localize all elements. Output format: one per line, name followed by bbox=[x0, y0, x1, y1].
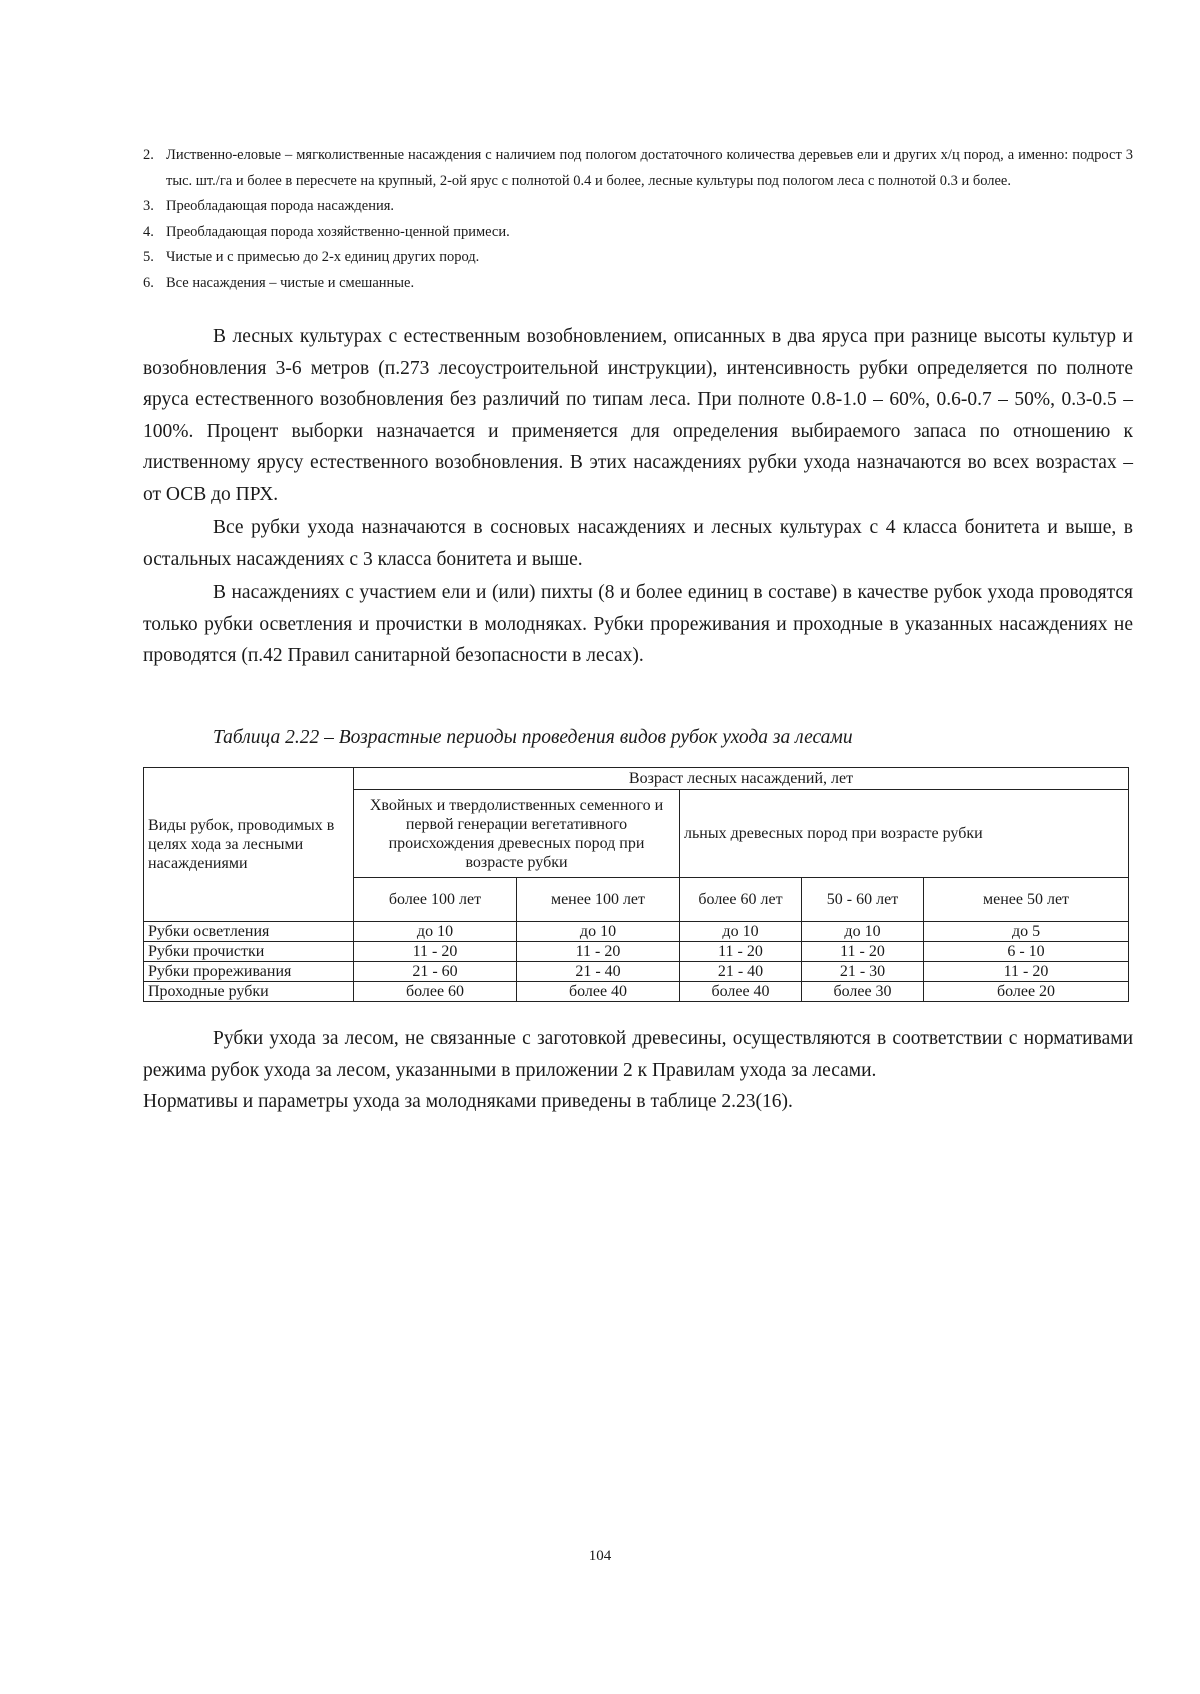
table-cell: до 10 bbox=[802, 922, 924, 942]
footnote-item bbox=[143, 143, 1133, 194]
table-cell: 21 - 40 bbox=[517, 962, 680, 982]
paragraph: В насаждениях с участием ели и (или) пихты (8 и более единиц в составе) в качестве рубок ухода проводятся только рубки осветления и прочистки в молодняках. Рубки прореживания и проходные в указанных насаждениях не проводятся (п.42 Правил санитарной безопасности в лесах). bbox=[143, 582, 1133, 666]
footnote-number: 5. bbox=[143, 249, 154, 265]
age-periods-table bbox=[143, 767, 1129, 1002]
footnote-number: 6. bbox=[143, 274, 154, 291]
table-cell: 11 - 20 bbox=[680, 942, 802, 962]
closing-text bbox=[143, 1023, 1133, 1118]
footnote-item bbox=[143, 245, 1133, 271]
table-row bbox=[144, 922, 1129, 942]
table-row bbox=[144, 982, 1129, 1002]
footnote-text: Преобладающая порода насаждения. bbox=[166, 198, 395, 214]
table-cell: 6 - 10 bbox=[924, 942, 1129, 962]
footnote-number: 4. bbox=[143, 223, 154, 240]
table-caption: Таблица 2.22 – Возрастные периоды проведения видов рубок ухода за лесами bbox=[213, 727, 853, 748]
paragraph: Рубки ухода за лесом, не связанные с заготовкой древесины, осуществляются в соответствии с нормативами режима рубок ухода за лесом, указанными в приложении 2 к Правилам ухода за лесами. bbox=[143, 1028, 1133, 1081]
table-cell: до 10 bbox=[354, 922, 517, 942]
paragraph: Нормативы и параметры ухода за молодняками приведены в таблице 2.23(16). bbox=[143, 1091, 793, 1112]
footnote-item bbox=[143, 194, 1133, 220]
table-cell: до 10 bbox=[680, 922, 802, 942]
softwood-group-header: льных древесных пород при возрасте рубки bbox=[680, 790, 1129, 878]
footnote-number: 2. bbox=[143, 147, 154, 163]
table-cell: до 10 bbox=[517, 922, 680, 942]
age-column-header: более 60 лет bbox=[680, 878, 802, 922]
row-header: Виды рубок, проводимых в целях хода за лесными насаждениями bbox=[148, 817, 335, 872]
age-column-header: 50 - 60 лет bbox=[802, 878, 924, 922]
table-cell: более 40 bbox=[517, 982, 680, 1002]
row-name: Рубки прочистки bbox=[144, 942, 354, 962]
row-name: Рубки осветления bbox=[144, 922, 354, 942]
footnotes bbox=[143, 143, 1133, 296]
footnote-text: Преобладающая порода хозяйственно-ценной примеси. bbox=[166, 223, 510, 240]
footnote-text: Все насаждения – чистые и смешанные. bbox=[166, 274, 415, 291]
body-text bbox=[143, 321, 1133, 672]
age-column-header: менее 50 лет bbox=[924, 878, 1129, 922]
top-header: Возраст лесных насаждений, лет bbox=[354, 768, 1129, 790]
age-column-header: менее 100 лет bbox=[517, 878, 680, 922]
footnote-item bbox=[143, 271, 1133, 297]
paragraph: В лесных культурах с естественным возобновлением, описанных в два яруса при разнице высоты культур и возобновления 3-6 метров (п.273 лесоустроительной инструкции), интенсивность рубки определяется по полноте яруса естественного возобновления без различий по типам леса. При полноте 0.8-1.0 – 60%, 0.6-0.7 – 50%, 0.3-0.5 – 100%. Процент выборки назначается и применяется для определения выбираемого запаса по отношению к лиственному ярусу естественного возобновления. В этих насаждениях рубки ухода назначаются во всех возрастах – от ОСВ до ПРХ. bbox=[143, 326, 1133, 505]
table-cell: 11 - 20 bbox=[924, 962, 1129, 982]
table-cell: 11 - 20 bbox=[802, 942, 924, 962]
footnote-number: 3. bbox=[143, 198, 154, 214]
row-name: Рубки прореживания bbox=[144, 962, 354, 982]
table-cell: более 40 bbox=[680, 982, 802, 1002]
table-cell: 21 - 40 bbox=[680, 962, 802, 982]
footnote-text: Лиственно-еловые – мягколиственные насаждения с наличием под пологом достаточного количества деревьев ели и других х/ц пород, а именно: подрост 3 тыс. шт./га и более в пересчете на крупный, 2-ой ярус с полнотой 0.4 и более, лесные культуры под пологом леса с полнотой 0.3 и более. bbox=[166, 147, 1133, 189]
table-row bbox=[144, 942, 1129, 962]
table-cell: 21 - 30 bbox=[802, 962, 924, 982]
paragraph: Все рубки ухода назначаются в сосновых насаждениях и лесных культурах с 4 класса бонитета и выше, в остальных насаждениях с 3 класса бонитета и выше. bbox=[143, 517, 1133, 570]
table-cell: до 5 bbox=[924, 922, 1129, 942]
footnote-text: Чистые и с примесью до 2-х единиц других пород. bbox=[166, 249, 480, 265]
row-name: Проходные рубки bbox=[144, 982, 354, 1002]
table-cell: 11 - 20 bbox=[517, 942, 680, 962]
footnote-item bbox=[143, 220, 1133, 246]
table-cell: более 30 bbox=[802, 982, 924, 1002]
table-row bbox=[144, 962, 1129, 982]
age-column-header: более 100 лет bbox=[354, 878, 517, 922]
table-cell: 21 - 60 bbox=[354, 962, 517, 982]
table-cell: 11 - 20 bbox=[354, 942, 517, 962]
page-number: 104 bbox=[588, 1548, 612, 1564]
row-header-cell bbox=[144, 768, 354, 922]
table-cell: более 20 bbox=[924, 982, 1129, 1002]
conifer-group-header: Хвойных и твердолиственных семенного и первой генерации вегетативного происхождения древесных пород при возрасте рубки bbox=[354, 790, 680, 878]
table-cell: более 60 bbox=[354, 982, 517, 1002]
